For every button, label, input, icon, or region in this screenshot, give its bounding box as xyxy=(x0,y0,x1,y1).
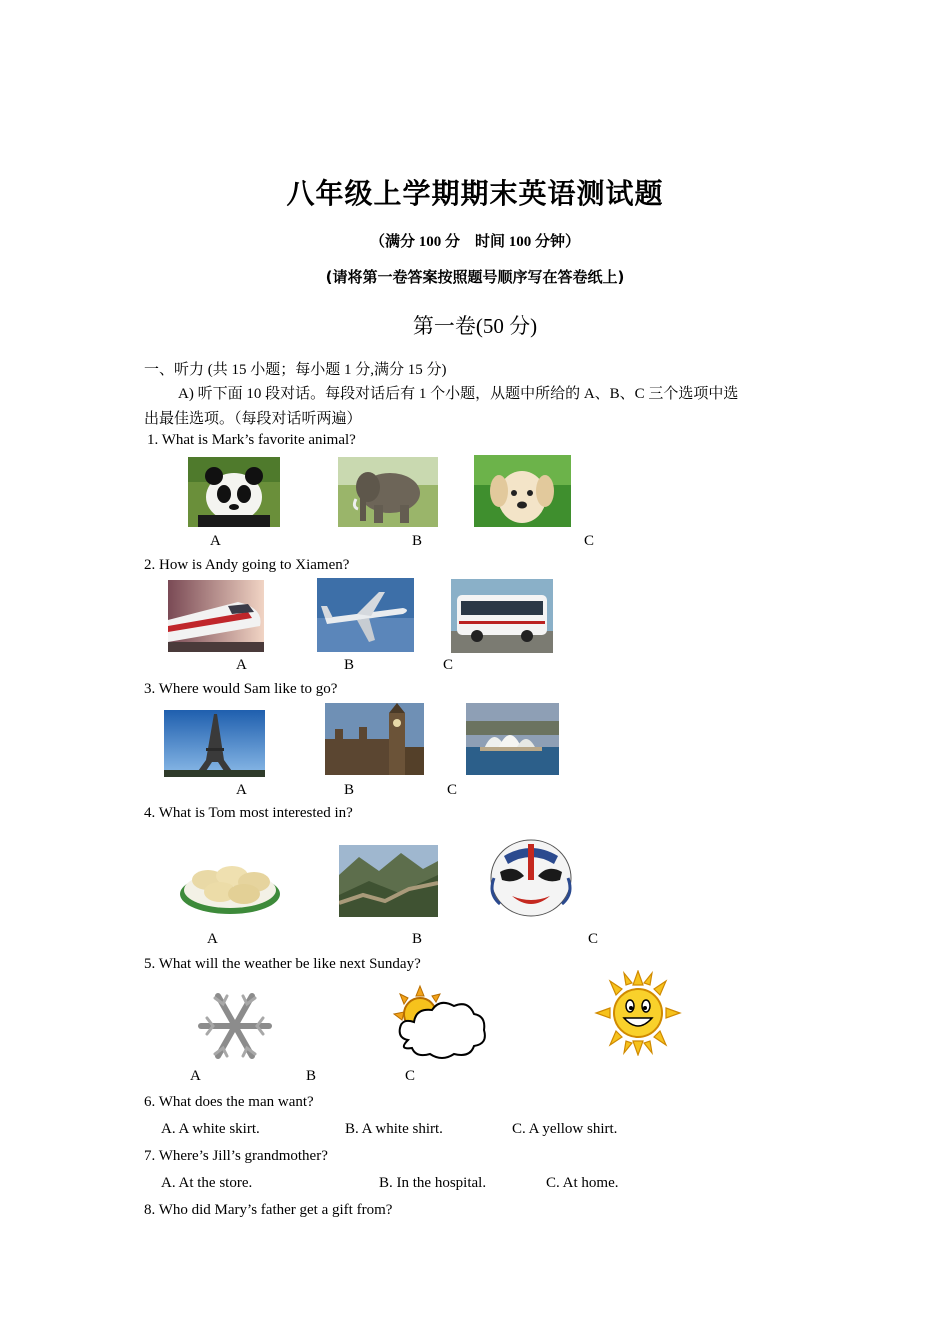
q4-label-a: A xyxy=(207,931,218,947)
elephant-photo[interactable] xyxy=(338,457,438,527)
q1-label-b: B xyxy=(412,533,423,549)
airplane-photo[interactable] xyxy=(317,578,414,652)
q3-label-c: C xyxy=(447,782,458,798)
q5-label-a: A xyxy=(190,1068,201,1084)
section-heading: 一、听力 (共 15 小题；每小题 1 分,满分 15 分) xyxy=(144,362,447,378)
q2-label-a: A xyxy=(236,657,247,673)
page-title: 八年级上学期期末英语测试题 xyxy=(286,179,664,210)
q2-label-c: C xyxy=(443,657,454,673)
exam-info: （满分 100 分 时间 100 分钟） xyxy=(369,234,580,250)
eiffel-tower-photo[interactable] xyxy=(164,710,265,777)
q1-label-a: A xyxy=(210,533,221,549)
sydney-opera-house-photo[interactable] xyxy=(466,703,559,775)
snowflake-icon[interactable] xyxy=(192,988,278,1064)
dumplings-photo[interactable] xyxy=(180,850,281,916)
q6-option-a[interactable]: A. A white skirt. xyxy=(161,1121,260,1137)
answer-instruction: (请将第一卷答案按照题号顺序写在答卷纸上) xyxy=(325,268,625,286)
q3-label-b: B xyxy=(344,782,355,798)
panda-photo[interactable] xyxy=(188,457,280,527)
q4-label-b: B xyxy=(412,931,423,947)
q6-option-b[interactable]: B. A white shirt. xyxy=(345,1121,443,1137)
question-1: 1. What is Mark’s favorite animal? xyxy=(147,432,356,448)
coach-bus-photo[interactable] xyxy=(451,579,553,653)
volume-heading: 第一卷(50 分) xyxy=(412,314,538,338)
q3-label-a: A xyxy=(236,782,247,798)
sun-and-cloud-icon[interactable] xyxy=(390,984,488,1062)
q5-label-c: C xyxy=(405,1068,416,1084)
big-ben-photo[interactable] xyxy=(325,703,424,775)
q4-label-c: C xyxy=(588,931,599,947)
q5-label-b: B xyxy=(306,1068,317,1084)
q1-label-c: C xyxy=(584,533,595,549)
high-speed-train-photo[interactable] xyxy=(168,580,264,652)
question-7: 7. Where’s Jill’s grandmother? xyxy=(144,1148,328,1164)
q6-option-c[interactable]: C. A yellow shirt. xyxy=(512,1121,618,1137)
q7-option-a[interactable]: A. At the store. xyxy=(161,1175,253,1191)
question-8: 8. Who did Mary’s father get a gift from? xyxy=(144,1202,393,1218)
part-a-instruction-line2: 出最佳选项。（每段对话听两遍） xyxy=(144,411,362,427)
question-5: 5. What will the weather be like next Sunday? xyxy=(144,956,421,972)
opera-mask-photo[interactable] xyxy=(484,838,578,918)
part-a-instruction-line1: A) 听下面 10 段对话。每段对话后有 1 个小题，从题中所给的 A、B、C 三个选项中选 xyxy=(178,386,739,402)
question-3: 3. Where would Sam like to go? xyxy=(144,681,338,697)
great-wall-photo[interactable] xyxy=(339,845,438,917)
question-6: 6. What does the man want? xyxy=(144,1094,314,1110)
smiling-sun-icon[interactable] xyxy=(594,970,682,1056)
puppy-photo[interactable] xyxy=(474,455,571,527)
question-2: 2. How is Andy going to Xiamen? xyxy=(144,557,350,573)
question-4: 4. What is Tom most interested in? xyxy=(144,805,353,821)
q7-option-c[interactable]: C. At home. xyxy=(546,1175,619,1191)
q7-option-b[interactable]: B. In the hospital. xyxy=(379,1175,487,1191)
q2-label-b: B xyxy=(344,657,355,673)
